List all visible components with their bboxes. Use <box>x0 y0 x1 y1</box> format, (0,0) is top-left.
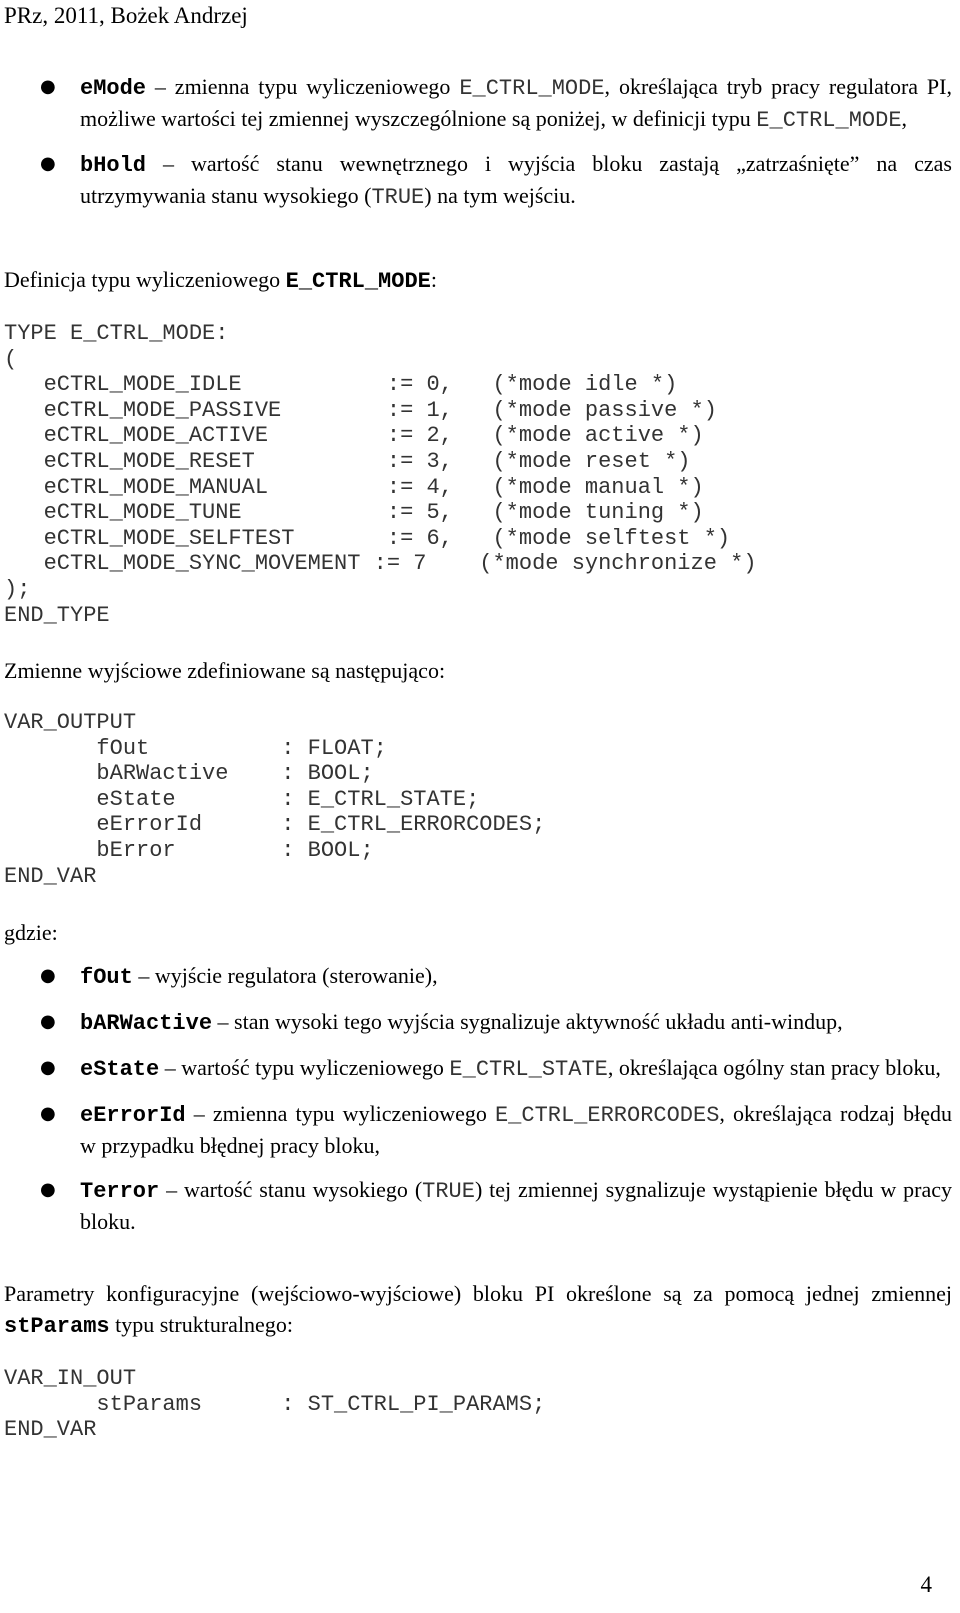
bullet-list-outputs <box>4 961 952 1237</box>
outputs-intro: Zmienne wyjściowe zdefiniowane są następująco: <box>4 658 446 683</box>
var-in-out-code: VAR_IN_OUT stParams : ST_CTRL_PI_PARAMS; END_VAR <box>4 1366 546 1443</box>
list-item-eerrorid: ● eErrorId – zmienna typu wyliczeniowego E_CTRL_ERRORCODES, określająca rodzaj błędu w przypadku błędnej pracy bloku, <box>40 1101 953 1158</box>
bullet-icon: ● <box>40 153 56 174</box>
list-item-fout: ● fOut – wyjście regulatora (sterowanie), <box>40 963 438 990</box>
page-number: 4 <box>920 1572 932 1597</box>
params-intro: Parametry konfiguracyjne (wejściowo-wyjściowe) bloku PI określone są za pomocą jednej zmiennej stParams typu strukturalnego: <box>4 1281 952 1339</box>
list-item-emode: ● eMode – zmienna typu wyliczeniowego E_CTRL_MODE, określająca tryb pracy regulatora PI, możliwe wartości tej zmiennej wyszczególnione są poniżej, w definicji typu E_CTRL_MODE, <box>40 74 952 133</box>
bullet-icon: ● <box>40 965 56 986</box>
bullet-icon: ● <box>40 1011 56 1032</box>
code-block-type <box>4 321 952 628</box>
bullet-icon: ● <box>40 1179 56 1200</box>
list-item-barwactive: ● bARWactive – stan wysoki tego wyjścia sygnalizuje aktywność układu anti-windup, <box>40 1009 843 1036</box>
code-block-var-in-out <box>4 1366 952 1443</box>
list-item-bhold: ● bHold – wartość stanu wewnętrznego i wyjścia bloku zastają „zatrzaśnięte” na czas utrzymywania stanu wysokiego (TRUE) na tym wejściu. <box>40 151 952 210</box>
bullet-icon: ● <box>40 1103 56 1124</box>
list-item-estate: ● eState – wartość typu wyliczeniowego E_CTRL_STATE, określająca ogólny stan pracy bloku, <box>40 1055 941 1082</box>
code-block-var-output <box>4 710 952 889</box>
page-header: PRz, 2011, Bożek Andrzej <box>4 3 248 28</box>
list-item-terror: ● Terror – wartość stanu wysokiego (TRUE) tej zmiennej sygnalizuje wystąpienie błędu w pracy bloku. <box>40 1177 952 1234</box>
enum-definition-intro: Definicja typu wyliczeniowego E_CTRL_MODE: <box>4 267 437 294</box>
bullet-icon: ● <box>40 76 56 97</box>
where-label: gdzie: <box>4 920 58 945</box>
type-definition-code: TYPE E_CTRL_MODE: ( eCTRL_MODE_IDLE := 0, (*mode idle *) eCTRL_MODE_PASSIVE := 1, (*mode passive *) eCTRL_MODE_ACTIVE := 2, (*mode active *) eCTRL_MODE_RESET := 3, (*mode reset *) eCTRL_MODE_MANUAL := 4, (*mode manual *) eCTRL_MODE_TUNE := 5, (*mode tuning *) eCTRL_MODE_SELFTEST := 6, (*mode selftest *) eCTRL_MODE_SYNC_MOVEMENT := 7 (*mode synchronize *) ); END_TYPE <box>4 321 757 628</box>
bullet-list-inputs <box>4 72 952 213</box>
bullet-icon: ● <box>40 1057 56 1078</box>
var-output-code: VAR_OUTPUT fOut : FLOAT; bARWactive : BOOL; eState : E_CTRL_STATE; eErrorId : E_CTRL_ERRORCODES; bError : BOOL; END_VAR <box>4 710 546 889</box>
